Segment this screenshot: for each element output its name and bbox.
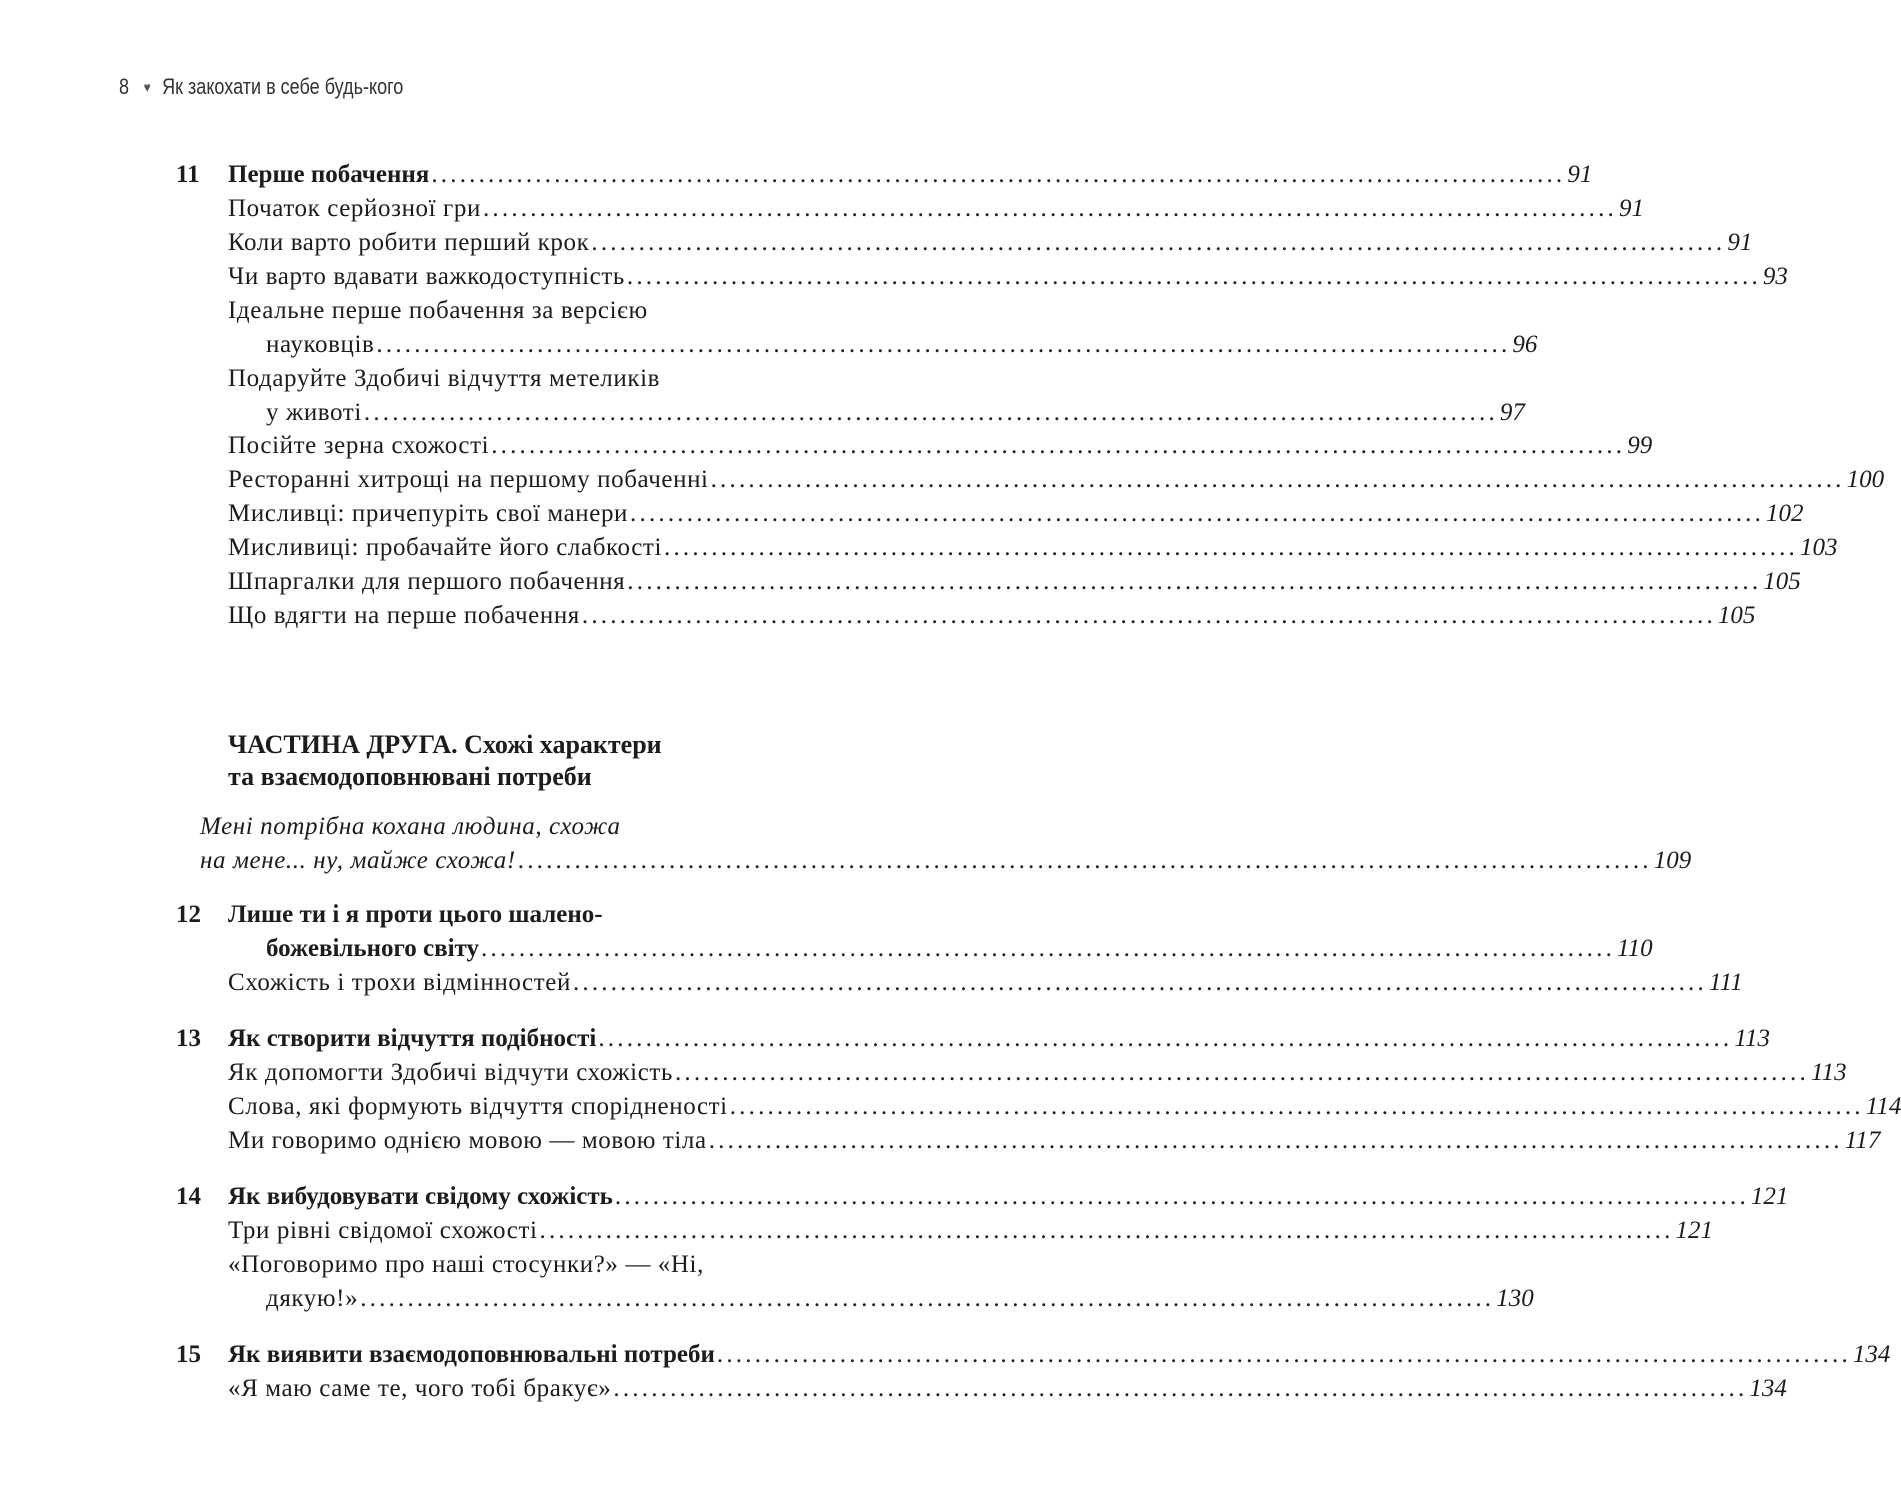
dot-leader: ........................................................................................................................ <box>626 263 1761 290</box>
toc-page-number: 97 <box>1499 399 1525 426</box>
toc-chapter-entry <box>228 158 1593 192</box>
toc-page-number: 134 <box>1749 1375 1787 1402</box>
page-number: 8 <box>119 74 130 99</box>
dot-leader: ........................................................................................................................ <box>360 1285 1495 1312</box>
toc-page-number: 117 <box>1844 1127 1881 1154</box>
chapter-number: 13 <box>176 1025 201 1052</box>
toc-entry <box>228 1124 1881 1158</box>
dot-leader: ........................................................................................................................ <box>431 161 1566 188</box>
toc-page-number: 105 <box>1763 568 1801 595</box>
toc-page-number: 91 <box>1618 195 1644 222</box>
dot-leader: ........................................................................................................................ <box>482 195 1617 222</box>
dot-leader: ........................................................................................................................ <box>491 432 1626 459</box>
dot-leader: ........................................................................................................................ <box>664 534 1798 561</box>
toc-entry <box>228 226 1753 260</box>
toc-entry-title: Шпаргалки для першого побачення <box>228 568 626 595</box>
dot-leader: ........................................................................................................................ <box>674 1059 1809 1086</box>
toc-chapter-entry <box>228 1338 1891 1372</box>
toc-entry <box>228 497 1804 531</box>
toc-page-number: 91 <box>1567 161 1593 188</box>
toc-entry <box>228 294 870 328</box>
toc-page-number: 96 <box>1512 331 1538 358</box>
toc-entry-title: Початок серйозної гри <box>228 195 481 222</box>
toc-entry-title: Як створити відчуття подібності <box>228 1025 597 1052</box>
dot-leader: ........................................................................................................................ <box>613 1375 1748 1402</box>
running-header <box>119 72 403 102</box>
dot-leader: ........................................................................................................................ <box>614 1183 1749 1210</box>
dot-leader: ........................................................................................................................ <box>598 1025 1733 1052</box>
dot-leader: ........................................................................................................................ <box>572 969 1707 996</box>
dot-leader: ........................................................................................................................ <box>591 229 1726 256</box>
toc-entry-title: Схожість і трохи відмінностей <box>228 969 571 996</box>
dot-leader: ........................................................................................................................ <box>627 568 1762 595</box>
dot-leader: ........................................................................................................................ <box>710 466 1845 493</box>
toc-entry-title: Коли варто робити перший крок <box>228 229 590 256</box>
toc-page-number: 102 <box>1766 500 1804 527</box>
toc-entry-title: Як допомогти Здобичі відчути схожість <box>228 1059 673 1086</box>
toc-entry <box>228 1056 1847 1090</box>
toc-entry <box>228 1248 870 1282</box>
toc-entry-title: «Поговоримо про наші стосунки?» — «Ні, <box>228 1251 704 1278</box>
toc-chapter-entry <box>228 1180 1789 1214</box>
toc-entry-title: у животі <box>266 399 362 426</box>
toc-entry-title: Ресторанні хитрощі на першому побаченні <box>228 466 709 493</box>
toc-page-number: 100 <box>1846 466 1885 493</box>
toc-entry <box>228 1090 1901 1124</box>
toc-entry-title: божевільного світу <box>266 935 480 962</box>
toc-page-number: 110 <box>1617 935 1653 962</box>
chapter-number: 15 <box>176 1341 201 1368</box>
toc-entry-title: Мисливці: причепуріть свої манери <box>228 500 629 527</box>
toc-entry <box>200 844 1692 878</box>
toc-page-number: 105 <box>1717 602 1756 629</box>
toc-page-number: 121 <box>1750 1183 1789 1210</box>
toc-page-number: 91 <box>1727 229 1753 256</box>
dot-leader: ........................................................................................................................ <box>376 331 1511 358</box>
toc-entry-title: на мене... ну, майже схожа! <box>200 847 516 874</box>
toc-entry-title: Чи варто вдавати важкодоступність <box>228 263 625 290</box>
toc-page-number: 130 <box>1496 1285 1534 1312</box>
chapter-number: 12 <box>176 901 201 928</box>
dot-leader: ........................................................................................................................ <box>708 1127 1843 1154</box>
toc-entry <box>228 565 1801 599</box>
toc-page-number: 93 <box>1762 263 1788 290</box>
toc-page-number: 99 <box>1627 432 1653 459</box>
toc-entry <box>200 810 870 844</box>
part-title-line: ЧАСТИНА ДРУГА. Схожі характери <box>228 730 662 759</box>
toc-entry-title: Ідеальне перше побачення за версією <box>228 297 648 324</box>
toc-entry-title: «Я маю саме те, чого тобі бракує» <box>228 1375 612 1402</box>
dot-leader: ........................................................................................................................ <box>630 500 1765 527</box>
toc-entry-title: Посійте зерна схожості <box>228 432 490 459</box>
toc-entry <box>228 463 1885 497</box>
toc-entry-title: Мені потрібна кохана людина, схожа <box>200 813 621 840</box>
toc-entry <box>228 362 870 396</box>
heart-icon: ♥ <box>143 79 151 95</box>
toc-entry-title: Ми говоримо однією мовою — мовою тіла <box>228 1127 707 1154</box>
toc-entry-title: Три рівні свідомої схожості <box>228 1217 538 1244</box>
toc-entry <box>228 192 1644 226</box>
toc-page-number: 134 <box>1852 1341 1891 1368</box>
toc-entry <box>228 1372 1787 1406</box>
toc-entry-title: Як вибудовувати свідому схожість <box>228 1183 613 1210</box>
dot-leader: ........................................................................................................................ <box>729 1093 1864 1120</box>
toc-entry-title: Перше побачення <box>228 161 430 188</box>
toc-entry-title: Лише ти і я проти цього шалено- <box>228 901 603 928</box>
dot-leader: ........................................................................................................................ <box>581 602 1716 629</box>
toc-entry <box>266 396 1525 430</box>
toc-chapter-entry <box>266 932 1653 966</box>
toc-page-number: 114 <box>1865 1093 1901 1120</box>
toc-page-number: 113 <box>1810 1059 1847 1086</box>
toc-entry-title: Слова, які формують відчуття спорідненості <box>228 1093 728 1120</box>
toc-entry <box>228 966 1743 1000</box>
chapter-number: 14 <box>176 1183 201 1210</box>
toc-entry-title: Подаруйте Здобичі відчуття метеликів <box>228 365 661 392</box>
book-title: Як закохати в себе будь-кого <box>162 74 404 99</box>
toc-page-number: 113 <box>1734 1025 1771 1052</box>
dot-leader: ........................................................................................................................ <box>363 399 1498 426</box>
toc-entry-title: дякую!» <box>266 1285 359 1312</box>
toc-entry <box>228 531 1838 565</box>
toc-page-number: 111 <box>1708 969 1743 996</box>
toc-entry <box>266 328 1538 362</box>
toc-entry <box>228 260 1788 294</box>
part-title <box>228 729 662 793</box>
chapter-number: 11 <box>176 161 200 188</box>
toc-entry <box>266 1282 1534 1316</box>
toc-entry-title: Мисливиці: пробачайте його слабкості <box>228 534 662 561</box>
part-title-line: та взаємодоповнювані потреби <box>228 762 592 791</box>
toc-entry-title: науковців <box>266 331 375 358</box>
dot-leader: ........................................................................................................................ <box>517 847 1652 874</box>
dot-leader: ........................................................................................................................ <box>481 935 1616 962</box>
toc-chapter-entry <box>228 1022 1771 1056</box>
dot-leader: ........................................................................................................................ <box>539 1217 1674 1244</box>
toc-chapter-entry <box>228 898 870 932</box>
toc-entry-title: Як виявити взаємодоповнювальні потреби <box>228 1341 715 1368</box>
toc-entry <box>228 429 1653 463</box>
toc-entry <box>228 599 1756 633</box>
toc-page-number: 103 <box>1800 534 1838 561</box>
toc-entry <box>228 1214 1714 1248</box>
toc-page-number: 109 <box>1653 847 1692 874</box>
toc-entry-title: Що вдягти на перше побачення <box>228 602 580 629</box>
dot-leader: ........................................................................................................................ <box>716 1341 1851 1368</box>
toc-page-number: 121 <box>1675 1217 1714 1244</box>
